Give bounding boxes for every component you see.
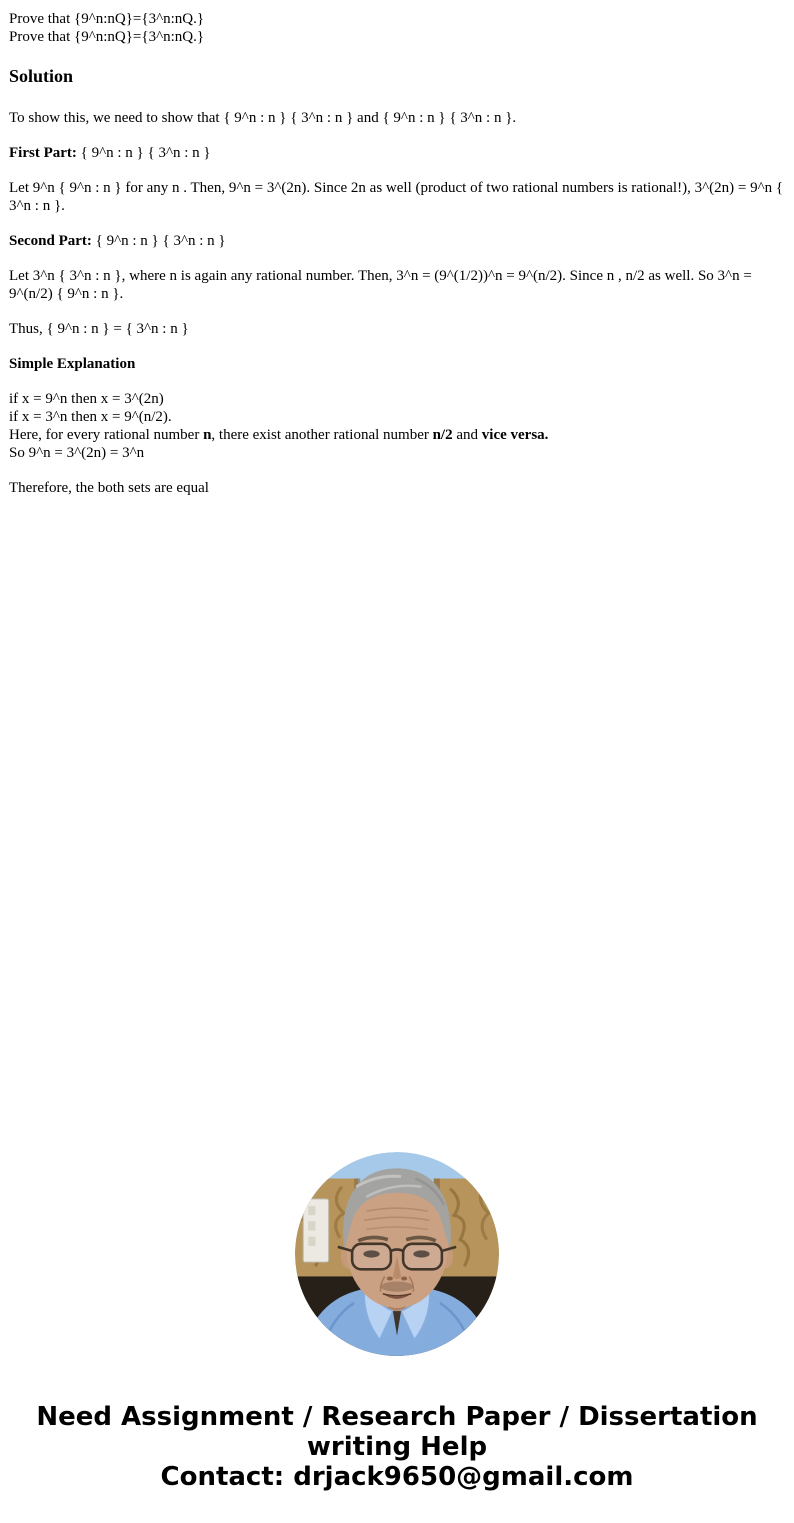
second-part-body: Let 3^n { 3^n : n }, where n is again any rational number. Then, 3^n = (9^(1/2))^n = 9^(n/2). Since n , n/2 as well. So 3^n = 9^(n/2) { 9^n : n }.	[9, 267, 752, 302]
explanation-line-2: if x = 3^n then x = 9^(n/2).	[9, 408, 172, 425]
problem-line-2: Prove that {9^n:nQ}={3^n:nQ.}	[9, 29, 205, 45]
solution-document	[0, 0, 794, 514]
problem-line-1: Prove that {9^n:nQ}={3^n:nQ.}	[9, 11, 205, 27]
solution-heading: Solution	[9, 66, 74, 86]
first-part-sets: { 9^n : n } { 3^n : n }	[80, 144, 211, 161]
explanation-line-4: So 9^n = 3^(2n) = 3^n	[9, 444, 145, 461]
tutor-profile-photo	[295, 1152, 499, 1356]
footer-banner	[0, 1402, 794, 1492]
first-part-label: First Part:	[9, 144, 77, 161]
footer-contact-email: Contact: drjack9650@gmail.com	[160, 1462, 634, 1492]
footer-help-line-1: Need Assignment / Research Paper / Dissertation	[36, 1402, 758, 1432]
intro-paragraph: To show this, we need to show that { 9^n : n } { 3^n : n } and { 9^n : n } { 3^n : n }.	[9, 109, 517, 126]
simple-explanation-block	[9, 390, 786, 462]
footer-help-line-2: writing Help	[306, 1432, 488, 1462]
problem-statement	[9, 10, 786, 46]
first-part-line	[9, 144, 786, 162]
explanation-line-3: Here, for every rational number n, there exist another rational number n/2 and vice versa.	[9, 426, 549, 443]
second-part-label: Second Part:	[9, 232, 92, 249]
second-part-sets: { 9^n : n } { 3^n : n }	[95, 232, 226, 249]
explanation-line-1: if x = 9^n then x = 3^(2n)	[9, 390, 164, 407]
conclusion-line: Therefore, the both sets are equal	[9, 479, 209, 496]
simple-explanation-heading: Simple Explanation	[9, 355, 136, 372]
second-part-line	[9, 232, 786, 250]
tutor-portrait-illustration	[295, 1152, 499, 1356]
thus-line: Thus, { 9^n : n } = { 3^n : n }	[9, 320, 189, 337]
first-part-body: Let 9^n { 9^n : n } for any n . Then, 9^n = 3^(2n). Since 2n as well (product of two rational numbers is rational!), 3^(2n) = 9^n { 3^n : n }.	[9, 179, 784, 214]
